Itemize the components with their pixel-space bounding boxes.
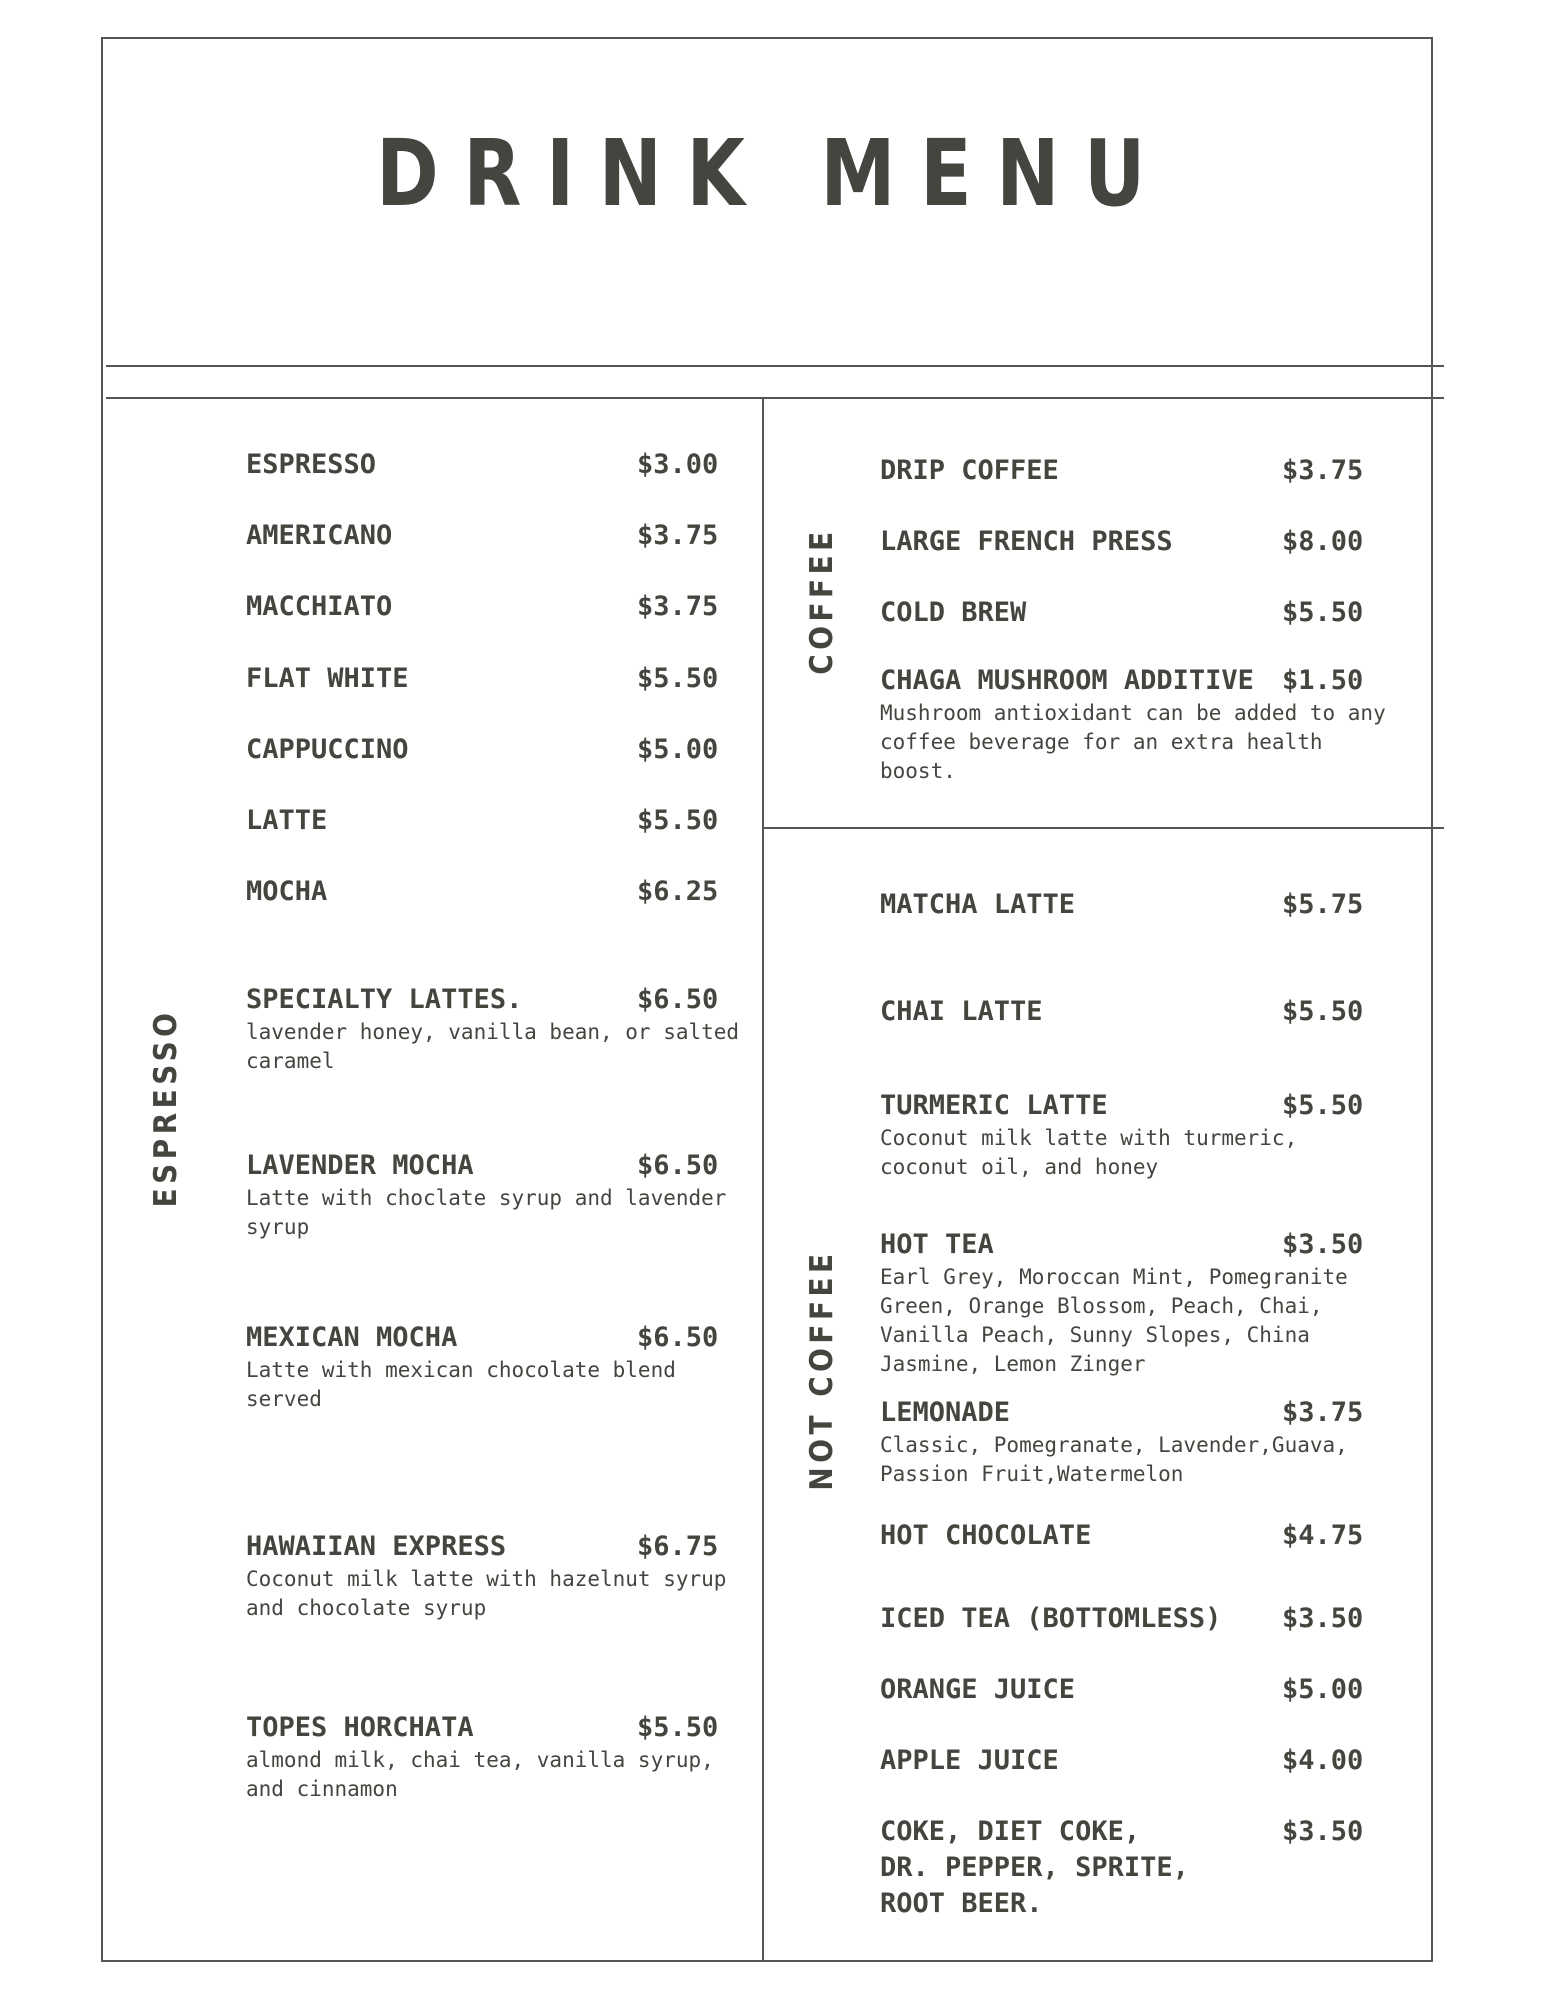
item-description: Classic, Pomegranate, Lavender,Guava, Passion Fruit,Watermelon [880,1433,1348,1486]
item-name: MEXICAN MOCHA [246,1322,458,1353]
item-name: DRIP COFFEE [880,455,1059,486]
item-price: $5.75 [1282,889,1364,920]
item-price: $5.50 [1282,597,1364,628]
item-name: MATCHA LATTE [880,889,1076,920]
item-name: HAWAIIAN EXPRESS [246,1531,507,1562]
item-name: APPLE JUICE [880,1745,1059,1776]
item-name: ESPRESSO [246,449,377,480]
item-description: Coconut milk latte with hazelnut syrup and chocolate syrup [246,1567,727,1620]
item-price: $4.75 [1282,1520,1364,1551]
item-price: $3.50 [1282,1603,1364,1634]
item-price: $3.50 [1282,1229,1364,1260]
item-name: LARGE FRENCH PRESS [880,526,1173,557]
item-price: $6.50 [637,1150,719,1181]
item-price: $6.75 [637,1531,719,1562]
column-divider [762,398,764,1962]
item-name: SPECIALTY LATTES. [246,984,523,1015]
item-name: LAVENDER MOCHA [246,1150,474,1181]
item-description: Coconut milk latte with turmeric, coconut oil, and honey [880,1126,1298,1179]
item-name: ORANGE JUICE [880,1674,1076,1705]
header-divider-top [106,365,1444,367]
item-price: $8.00 [1282,526,1364,557]
section-label-espresso: ESPRESSO [148,1008,184,1208]
item-price: $5.00 [1282,1674,1364,1705]
item-name: ICED TEA (BOTTOMLESS) [880,1603,1222,1634]
item-description: Latte with mexican chocolate blend served [246,1358,676,1411]
item-name: CHAI LATTE [880,996,1043,1027]
item-price: $6.50 [637,984,719,1015]
item-price: $1.50 [1282,665,1364,696]
item-price: $5.50 [637,1712,719,1743]
item-price: $3.00 [637,449,719,480]
section-label-coffee: COFFEE [804,527,840,675]
item-price: $5.50 [1282,1090,1364,1121]
item-name: HOT TEA [880,1229,994,1260]
item-price: $5.50 [637,805,719,836]
menu-title: DRINK MENU [376,120,1170,227]
item-name: CHAGA MUSHROOM ADDITIVE [880,665,1254,696]
item-name: CAPPUCCINO [246,734,409,765]
item-price: $3.75 [1282,455,1364,486]
item-name: TOPES HORCHATA [246,1712,474,1743]
section-label-not-coffee: NOT COFFEE [804,1249,840,1491]
item-name: HOT CHOCOLATE [880,1520,1092,1551]
item-price: $3.50 [1282,1816,1364,1847]
item-price: $3.75 [637,591,719,622]
item-price: $3.75 [1282,1397,1364,1428]
item-name: TURMERIC LATTE [880,1090,1108,1121]
item-price: $6.50 [637,1322,719,1353]
item-price: $6.25 [637,876,719,907]
item-description: almond milk, chai tea, vanilla syrup, and cinnamon [246,1748,714,1801]
item-name: AMERICANO [246,520,393,551]
item-name: MOCHA [246,876,328,907]
item-name: FLAT WHITE [246,663,409,694]
item-description: Earl Grey, Moroccan Mint, Pomegranite Green, Orange Blossom, Peach, Chai, Vanilla Peach, Sunny Slopes, China Jasmine, Lemon Zinger [880,1265,1348,1376]
item-price: $5.00 [637,734,719,765]
item-name: LEMONADE [880,1397,1011,1428]
item-price: $5.50 [637,663,719,694]
item-name: MACCHIATO [246,591,393,622]
header-divider-bottom [106,397,1444,399]
item-name: COLD BREW [880,597,1027,628]
item-description: Mushroom antioxidant can be added to any coffee beverage for an extra health boost. [880,701,1386,783]
coffee-section-divider [763,827,1444,829]
item-price: $5.50 [1282,996,1364,1027]
item-name: COKE, DIET COKE, DR. PEPPER, SPRITE, ROOT BEER. [880,1816,1189,1919]
item-price: $4.00 [1282,1745,1364,1776]
item-description: Latte with choclate syrup and lavender syrup [246,1186,727,1239]
item-price: $3.75 [637,520,719,551]
item-description: lavender honey, vanilla bean, or salted caramel [246,1020,740,1073]
item-name: LATTE [246,805,328,836]
